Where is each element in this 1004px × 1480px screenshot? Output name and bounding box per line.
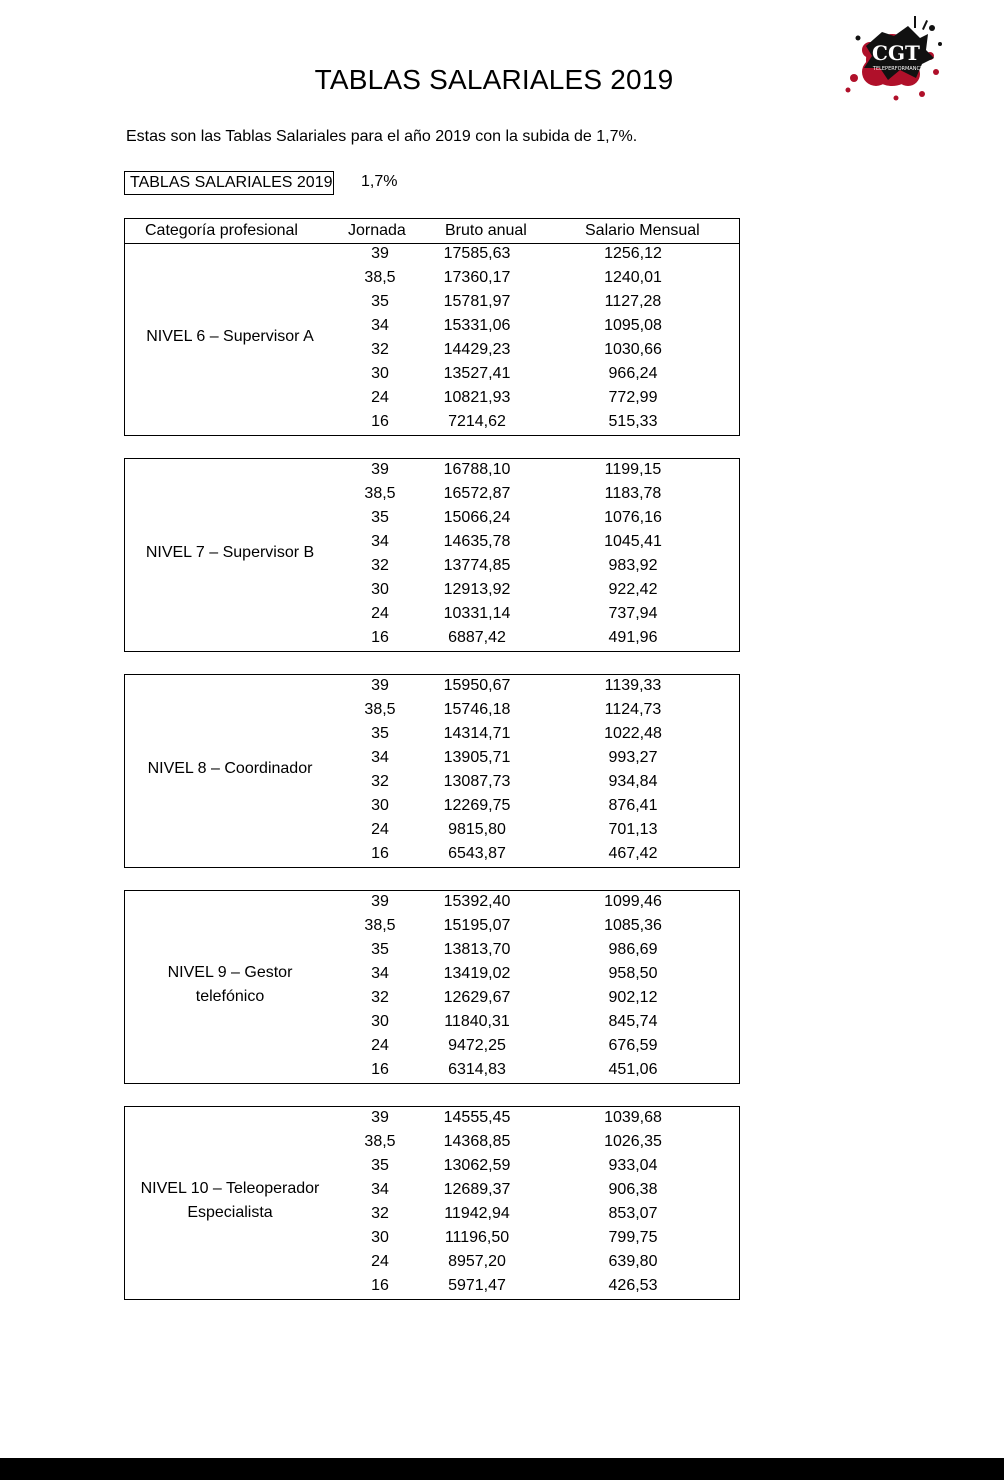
salario-mensual-cell: 1183,78	[604, 485, 662, 502]
jornada-cell: 16	[371, 629, 389, 646]
jornada-cell: 39	[371, 245, 389, 262]
bruto-anual-cell: 13087,73	[443, 773, 511, 790]
logo-text: CGT	[872, 41, 920, 65]
salario-mensual-cell: 853,07	[608, 1205, 658, 1222]
bruto-anual-cell: 14635,78	[443, 533, 511, 550]
jornada-cell: 24	[371, 605, 389, 622]
table-row	[125, 459, 739, 483]
jornada-cell: 16	[371, 845, 389, 862]
table-row	[125, 483, 739, 507]
bruto-anual-cell: 13062,59	[443, 1157, 511, 1174]
jornada-cell: 34	[371, 749, 389, 766]
table-row	[125, 1059, 739, 1083]
table-row	[125, 795, 739, 819]
category-label-line: NIVEL 9 – Gestor	[167, 964, 293, 981]
table-row	[125, 963, 739, 987]
table-row	[125, 891, 739, 915]
bruto-anual-cell: 15746,18	[443, 701, 511, 718]
salario-mensual-cell: 845,74	[608, 1013, 658, 1030]
salario-mensual-cell: 902,12	[608, 989, 658, 1006]
table-row	[125, 723, 739, 747]
jornada-cell: 35	[371, 1157, 389, 1174]
bruto-anual-cell: 15781,97	[443, 293, 511, 310]
category-label-line: NIVEL 6 – Supervisor A	[146, 328, 314, 345]
salario-mensual-cell: 906,38	[608, 1181, 658, 1198]
bruto-anual-cell: 15331,06	[443, 317, 511, 334]
bruto-anual-cell: 9815,80	[448, 821, 506, 838]
jornada-cell: 34	[371, 965, 389, 982]
salario-mensual-cell: 1139,33	[604, 677, 662, 694]
jornada-cell: 38,5	[364, 701, 396, 718]
jornada-cell: 24	[371, 821, 389, 838]
table-row	[125, 915, 739, 939]
category-label-line: Especialista	[187, 1204, 273, 1221]
salario-mensual-cell: 515,33	[608, 413, 658, 430]
salario-mensual-cell: 1256,12	[604, 245, 662, 262]
salario-mensual-cell: 799,75	[608, 1229, 658, 1246]
bruto-anual-cell: 11942,94	[444, 1205, 510, 1222]
salario-mensual-cell: 934,84	[608, 773, 658, 790]
table-row	[125, 627, 739, 651]
bruto-anual-cell: 13527,41	[443, 365, 511, 382]
salario-mensual-cell: 676,59	[608, 1037, 658, 1054]
bruto-anual-cell: 14368,85	[443, 1133, 511, 1150]
salario-mensual-cell: 1085,36	[604, 917, 662, 934]
jornada-cell: 34	[371, 317, 389, 334]
table-row	[125, 1203, 739, 1227]
bruto-anual-cell: 12689,37	[443, 1181, 511, 1198]
table-row	[125, 1035, 739, 1059]
salario-mensual-cell: 491,96	[608, 629, 658, 646]
salario-mensual-cell: 467,42	[608, 845, 658, 862]
bruto-anual-cell: 17585,63	[443, 245, 511, 262]
header-jornada: Jornada	[348, 222, 406, 239]
jornada-cell: 39	[371, 677, 389, 694]
bruto-anual-cell: 14429,23	[443, 341, 511, 358]
jornada-cell: 34	[371, 533, 389, 550]
bruto-anual-cell: 5971,47	[448, 1277, 506, 1294]
table-row	[125, 387, 739, 411]
page-title: TABLAS SALARIALES 2019	[314, 64, 674, 95]
bruto-anual-cell: 15950,67	[443, 677, 511, 694]
bruto-anual-cell: 14555,45	[443, 1109, 511, 1126]
salario-mensual-cell: 451,06	[608, 1061, 658, 1078]
salario-mensual-cell: 1199,15	[604, 461, 662, 478]
bruto-anual-cell: 16788,10	[443, 461, 511, 478]
jornada-cell: 39	[371, 461, 389, 478]
table-row	[125, 267, 739, 291]
bruto-anual-cell: 12269,75	[443, 797, 511, 814]
bruto-anual-cell: 12629,67	[443, 989, 511, 1006]
logo-subtext: TELEPERFORMANCE	[872, 66, 924, 72]
table-row	[125, 1179, 739, 1203]
jornada-cell: 35	[371, 725, 389, 742]
salario-mensual-cell: 1127,28	[604, 293, 662, 310]
table-row	[125, 531, 739, 555]
bruto-anual-cell: 6314,83	[448, 1061, 506, 1078]
salario-mensual-cell: 993,27	[608, 749, 658, 766]
bruto-anual-cell: 11840,31	[444, 1013, 510, 1030]
salario-mensual-cell: 1240,01	[604, 269, 662, 286]
category-label-line: telefónico	[195, 988, 265, 1005]
bruto-anual-cell: 6543,87	[448, 845, 506, 862]
bruto-anual-cell: 16572,87	[443, 485, 511, 502]
table-row	[125, 747, 739, 771]
bruto-anual-cell: 9472,25	[448, 1037, 506, 1054]
jornada-cell: 32	[371, 773, 389, 790]
salario-mensual-cell: 1030,66	[604, 341, 662, 358]
jornada-cell: 35	[371, 509, 389, 526]
bruto-anual-cell: 13419,02	[443, 965, 511, 982]
jornada-cell: 30	[371, 581, 389, 598]
level-table	[124, 890, 740, 1084]
jornada-cell: 24	[371, 1253, 389, 1270]
jornada-cell: 35	[371, 293, 389, 310]
bruto-anual-cell: 10821,93	[443, 389, 511, 406]
bruto-anual-cell: 15195,07	[443, 917, 511, 934]
table-row	[125, 771, 739, 795]
table-row	[125, 1131, 739, 1155]
bruto-anual-cell: 7214,62	[448, 413, 506, 430]
level-table	[124, 458, 740, 652]
table-row	[125, 363, 739, 387]
salario-mensual-cell: 426,53	[608, 1277, 658, 1294]
salario-mensual-cell: 737,94	[608, 605, 658, 622]
table-row	[125, 555, 739, 579]
table-row	[125, 315, 739, 339]
table-header	[125, 219, 739, 244]
category-label-line: NIVEL 7 – Supervisor B	[145, 544, 315, 561]
salario-mensual-cell: 1022,48	[604, 725, 662, 742]
bruto-anual-cell: 10331,14	[443, 605, 511, 622]
table-row	[125, 987, 739, 1011]
bruto-anual-cell: 6887,42	[448, 629, 506, 646]
table-row	[125, 675, 739, 699]
jornada-cell: 16	[371, 1277, 389, 1294]
table-row	[125, 699, 739, 723]
bruto-anual-cell: 13813,70	[443, 941, 511, 958]
salario-mensual-cell: 639,80	[608, 1253, 658, 1270]
jornada-cell: 32	[371, 557, 389, 574]
jornada-cell: 38,5	[364, 485, 396, 502]
reference-label-box: TABLAS SALARIALES 2019	[124, 171, 334, 195]
salario-mensual-cell: 922,42	[608, 581, 658, 598]
level-table	[124, 218, 740, 436]
jornada-cell: 30	[371, 797, 389, 814]
jornada-cell: 24	[371, 1037, 389, 1054]
salario-mensual-cell: 876,41	[608, 797, 658, 814]
header-category: Categoría profesional	[145, 222, 298, 239]
salario-mensual-cell: 1045,41	[604, 533, 662, 550]
jornada-cell: 38,5	[364, 1133, 396, 1150]
jornada-cell: 35	[371, 941, 389, 958]
level-table	[124, 1106, 740, 1300]
table-row	[125, 1275, 739, 1299]
table-row	[125, 1011, 739, 1035]
salario-mensual-cell: 1124,73	[604, 701, 662, 718]
category-label-line: NIVEL 8 – Coordinador	[147, 760, 313, 777]
bruto-anual-cell: 8957,20	[448, 1253, 506, 1270]
table-row	[125, 507, 739, 531]
table-row	[125, 339, 739, 363]
level-table	[124, 674, 740, 868]
salario-mensual-cell: 701,13	[608, 821, 658, 838]
intro-text: Estas son las Tablas Salariales para el año 2019 con la subida de 1,7%.	[126, 128, 638, 145]
jornada-cell: 24	[371, 389, 389, 406]
table-row	[125, 291, 739, 315]
jornada-cell: 30	[371, 1013, 389, 1030]
table-row	[125, 243, 739, 267]
salario-mensual-cell: 1039,68	[604, 1109, 662, 1126]
bruto-anual-cell: 15066,24	[443, 509, 511, 526]
salario-mensual-cell: 1099,46	[604, 893, 662, 910]
salario-mensual-cell: 772,99	[608, 389, 658, 406]
bottom-bar	[0, 1458, 1004, 1480]
table-row	[125, 1251, 739, 1275]
salario-mensual-cell: 1026,35	[604, 1133, 662, 1150]
salario-mensual-cell: 1076,16	[604, 509, 662, 526]
jornada-cell: 30	[371, 1229, 389, 1246]
table-row	[125, 579, 739, 603]
header-salario-mensual: Salario Mensual	[585, 222, 700, 239]
table-row	[125, 603, 739, 627]
jornada-cell: 39	[371, 893, 389, 910]
jornada-cell: 30	[371, 365, 389, 382]
table-row	[125, 1155, 739, 1179]
salario-mensual-cell: 986,69	[608, 941, 658, 958]
jornada-cell: 32	[371, 1205, 389, 1222]
salario-mensual-cell: 1095,08	[604, 317, 662, 334]
table-row	[125, 411, 739, 435]
reference-percentage: 1,7%	[361, 173, 398, 190]
salario-mensual-cell: 966,24	[608, 365, 658, 382]
bruto-anual-cell: 12913,92	[443, 581, 511, 598]
category-label-line: NIVEL 10 – Teleoperador	[140, 1180, 320, 1197]
jornada-cell: 34	[371, 1181, 389, 1198]
bruto-anual-cell: 15392,40	[443, 893, 511, 910]
jornada-cell: 32	[371, 989, 389, 1006]
bruto-anual-cell: 13774,85	[443, 557, 511, 574]
salario-mensual-cell: 958,50	[608, 965, 658, 982]
bruto-anual-cell: 14314,71	[443, 725, 511, 742]
salario-mensual-cell: 983,92	[608, 557, 658, 574]
salario-mensual-cell: 933,04	[608, 1157, 658, 1174]
jornada-cell: 32	[371, 341, 389, 358]
bruto-anual-cell: 11196,50	[444, 1229, 510, 1246]
table-row	[125, 1107, 739, 1131]
table-row	[125, 1227, 739, 1251]
jornada-cell: 38,5	[364, 269, 396, 286]
table-row	[125, 819, 739, 843]
jornada-cell: 39	[371, 1109, 389, 1126]
header-bruto-anual: Bruto anual	[445, 222, 527, 239]
jornada-cell: 16	[371, 413, 389, 430]
jornada-cell: 38,5	[364, 917, 396, 934]
bruto-anual-cell: 17360,17	[443, 269, 511, 286]
table-row	[125, 843, 739, 867]
table-row	[125, 939, 739, 963]
bruto-anual-cell: 13905,71	[443, 749, 511, 766]
jornada-cell: 16	[371, 1061, 389, 1078]
